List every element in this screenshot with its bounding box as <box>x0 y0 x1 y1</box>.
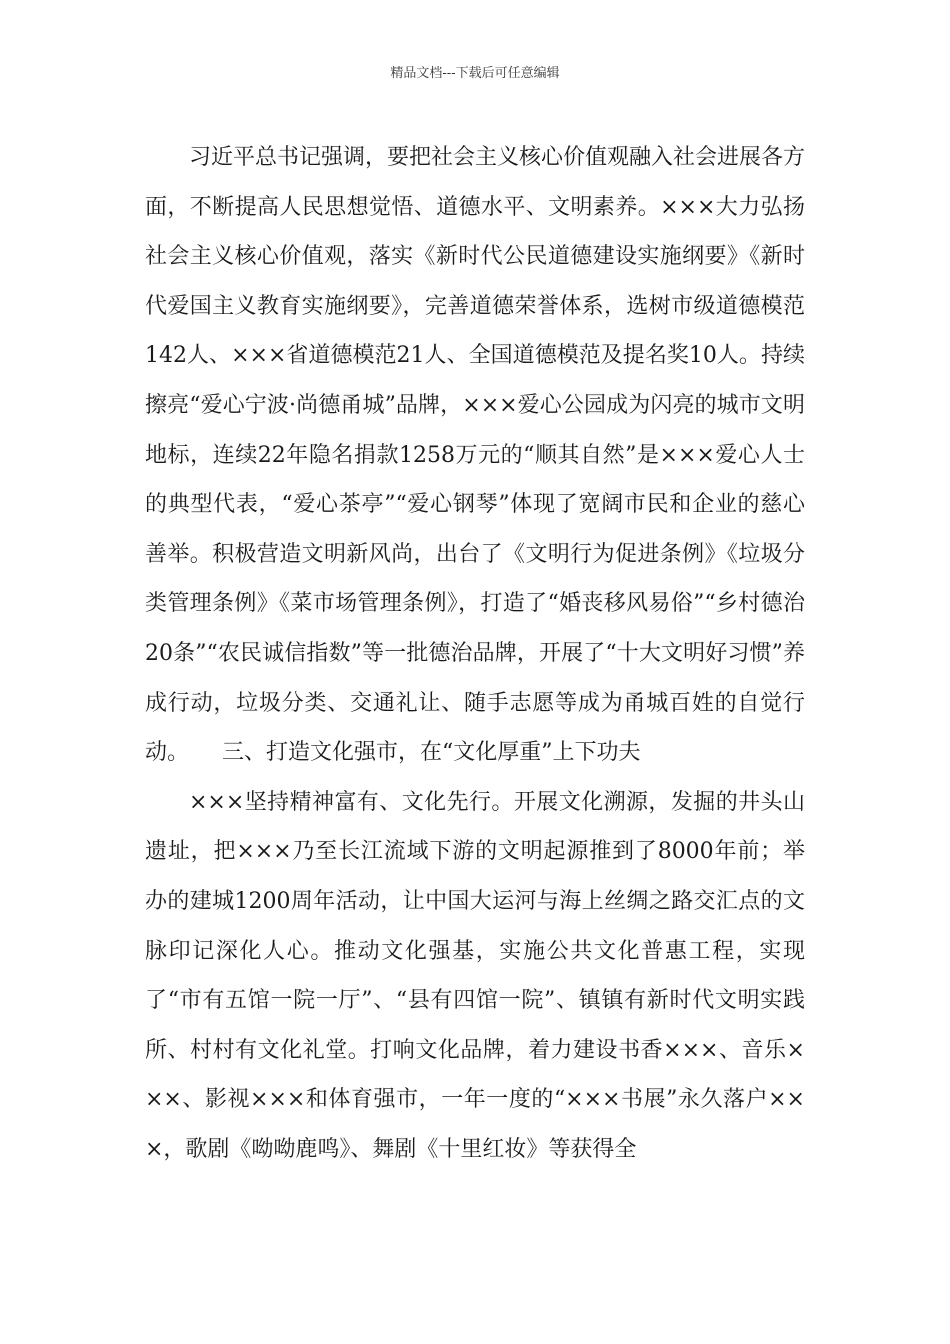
paragraph-1: 习近平总书记强调，要把社会主义核心价值观融入社会进展各方面，不断提高人民思想觉悟、道德水平、文明素养。×××大力弘扬社会主义核心价值观，落实《新时代公民道德建设实施纲要》《新时代爱国主义教育实施纲要》，完善道德荣誉体系，选树市级道德模范142人、×××省道德模范21人、全国道德模范及提名奖10人。持续擦亮“爱心宁波·尚德甬城”品牌，×××爱心公园成为闪亮的城市文明地标，连续22年隐名捐款1258万元的“顺其自然”是×××爱心人士的典型代表，“爱心茶亭”“爱心钢琴”体现了宽阔市民和企业的慈心善举。积极营造文明新风尚，出台了《文明行为促进条例》《垃圾分类管理条例》《菜市场管理条例》，打造了“婚丧移风易俗”“乡村德治20条”“农民诚信指数”等一批德治品牌，开展了“十大文明好习惯”养成行动，垃圾分类、交通礼让、随手志愿等成为甬城百姓的自觉行动。 三、打造文化强市，在“文化厚重”上下功夫 <box>145 145 806 766</box>
document-body <box>145 133 805 1174</box>
page-header: 精品文档---下载后可任意编辑 <box>390 66 560 81</box>
paragraph-2: ×××坚持精神富有、文化先行。开展文化溯源，发掘的井头山遗址，把×××乃至长江流域下游的文明起源推到了8000年前；举办的建城1200周年活动，让中国大运河与海上丝绸之路交汇点的文脉印记深化人心。推动文化强基，实施公共文化普惠工程，实现了“市有五馆一院一厅”、“县有四馆一院”、镇镇有新时代文明实践所、村村有文化礼堂。打响文化品牌，着力建设书香×××、音乐×××、影视×××和体育强市，一年一度的“×××书展”永久落户×××，歌剧《呦呦鹿鸣》、舞剧《十里红妆》等获得全 <box>145 789 805 1162</box>
